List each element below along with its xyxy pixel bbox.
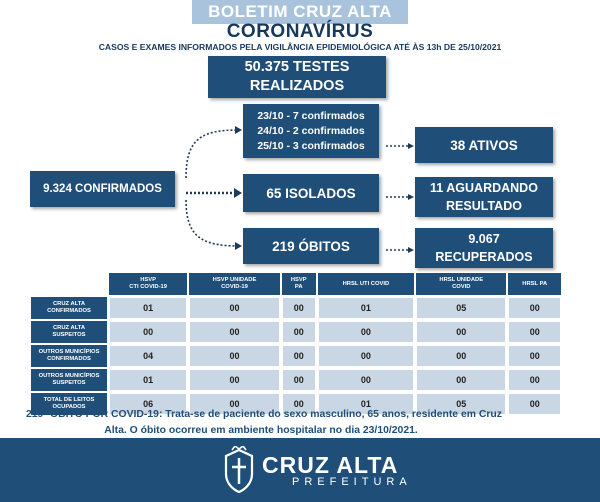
hospital-beds-table: [30, 272, 562, 416]
table-corner: [30, 272, 108, 296]
table-cell: 00: [188, 320, 280, 344]
awaiting-line1: 11 AGUARDANDO: [430, 181, 538, 195]
table-cell: 04: [108, 344, 188, 368]
row-header: CRUZ ALTA CONFIRMADOS: [30, 296, 108, 320]
table-cell: 00: [507, 344, 562, 368]
table-cell: 00: [507, 368, 562, 392]
active-label: 38 ATIVOS: [450, 137, 518, 153]
table-cell: 00: [415, 320, 507, 344]
table-row: [30, 296, 562, 320]
arrowhead-isolated: [234, 188, 242, 198]
table-cell: 00: [188, 296, 280, 320]
arrowhead-deaths: [235, 242, 242, 250]
tests-line2: REALIZADOS: [249, 78, 345, 94]
table-cell: 00: [188, 392, 280, 416]
arrowhead-active: [408, 143, 414, 149]
death-note-line2: Alta. O óbito ocorreu em ambiente hospitalar no dia 23/10/2021.: [104, 425, 418, 436]
table-cell: 05: [415, 296, 507, 320]
column-header: HSVP UNIDADE COVID-19: [188, 272, 280, 296]
page-title: CORONAVÍRUS: [226, 21, 374, 42]
table-row: [30, 344, 562, 368]
arrowhead-awaiting: [408, 194, 414, 200]
table-cell: 00: [281, 368, 317, 392]
table-cell: 05: [415, 392, 507, 416]
column-header: HRSL UTI COVID: [317, 272, 415, 296]
table-cell: 00: [507, 392, 562, 416]
bulletin-banner: BOLETIM CRUZ ALTA: [192, 0, 408, 24]
row-header: TOTAL DE LEITOS OCUPADOS: [30, 392, 108, 416]
row-header: CRUZ ALTA SUSPEITOS: [30, 320, 108, 344]
column-header: HSVP CTI COVID-19: [108, 272, 188, 296]
arrowhead-recovered: [408, 247, 414, 253]
footer-brand: CRUZ ALTA: [262, 452, 399, 478]
table-cell: 00: [415, 368, 507, 392]
connector-to-deaths: [186, 200, 238, 246]
connector-to-daily: [186, 130, 238, 178]
death-note-line1: 219º ÓBITO POR COVID-19: Trata-se de paciente do sexo masculino, 65 anos, residente em Cruz: [26, 409, 502, 420]
table-row: [30, 320, 562, 344]
isolated-label: 65 ISOLADOS: [266, 185, 356, 201]
death-note: [26, 407, 576, 439]
column-header: HRSL PA: [507, 272, 562, 296]
table-cell: 00: [281, 344, 317, 368]
table-cell: 00: [507, 296, 562, 320]
table-cell: 01: [317, 296, 415, 320]
row-header: OUTROS MUNICÍPIOS CONFIRMADOS: [30, 344, 108, 368]
recovered-line2: RECUPERADOS: [435, 250, 533, 264]
report-caption: CASOS E EXAMES INFORMADOS PELA VIGILÂNCIA EPIDEMIOLÓGICA ATÉ ÀS 13h DE 25/10/2021: [98, 42, 502, 52]
awaiting-line2: RESULTADO: [446, 199, 522, 213]
table-cell: 01: [108, 368, 188, 392]
table-cell: 00: [281, 296, 317, 320]
deaths-label: 219 ÓBITOS: [272, 238, 350, 254]
column-header: HSVP PA: [281, 272, 317, 296]
footer-subtitle: PREFEITURA: [292, 476, 412, 488]
confirmed-total-label: 9.324 CONFIRMADOS: [43, 183, 162, 195]
row-header: OUTROS MUNICÍPIOS SUSPEITOS: [30, 368, 108, 392]
daily-confirmed-2: 24/10 - 2 confirmados: [257, 124, 365, 137]
arrowhead-daily: [235, 126, 242, 134]
table-cell: 00: [317, 368, 415, 392]
table-cell: 01: [317, 392, 415, 416]
table-cell: 00: [317, 320, 415, 344]
daily-confirmed-1: 23/10 - 7 confirmados: [257, 109, 365, 122]
table-cell: 00: [281, 320, 317, 344]
table-cell: 00: [317, 344, 415, 368]
table-cell: 00: [108, 320, 188, 344]
table-cell: 00: [281, 392, 317, 416]
table-cell: 00: [188, 368, 280, 392]
table-cell: 00: [507, 320, 562, 344]
table-cell: 00: [188, 344, 280, 368]
city-crest-icon: [222, 446, 256, 494]
column-header: HRSL UNIDADE COVID: [415, 272, 507, 296]
daily-confirmed-3: 25/10 - 3 confirmados: [257, 139, 365, 152]
table-cell: 06: [108, 392, 188, 416]
table-cell: 01: [108, 296, 188, 320]
table-cell: 00: [415, 344, 507, 368]
tests-line1: 50.375 TESTES: [244, 59, 350, 75]
table-row: [30, 368, 562, 392]
recovered-line1: 9.067: [468, 232, 500, 246]
